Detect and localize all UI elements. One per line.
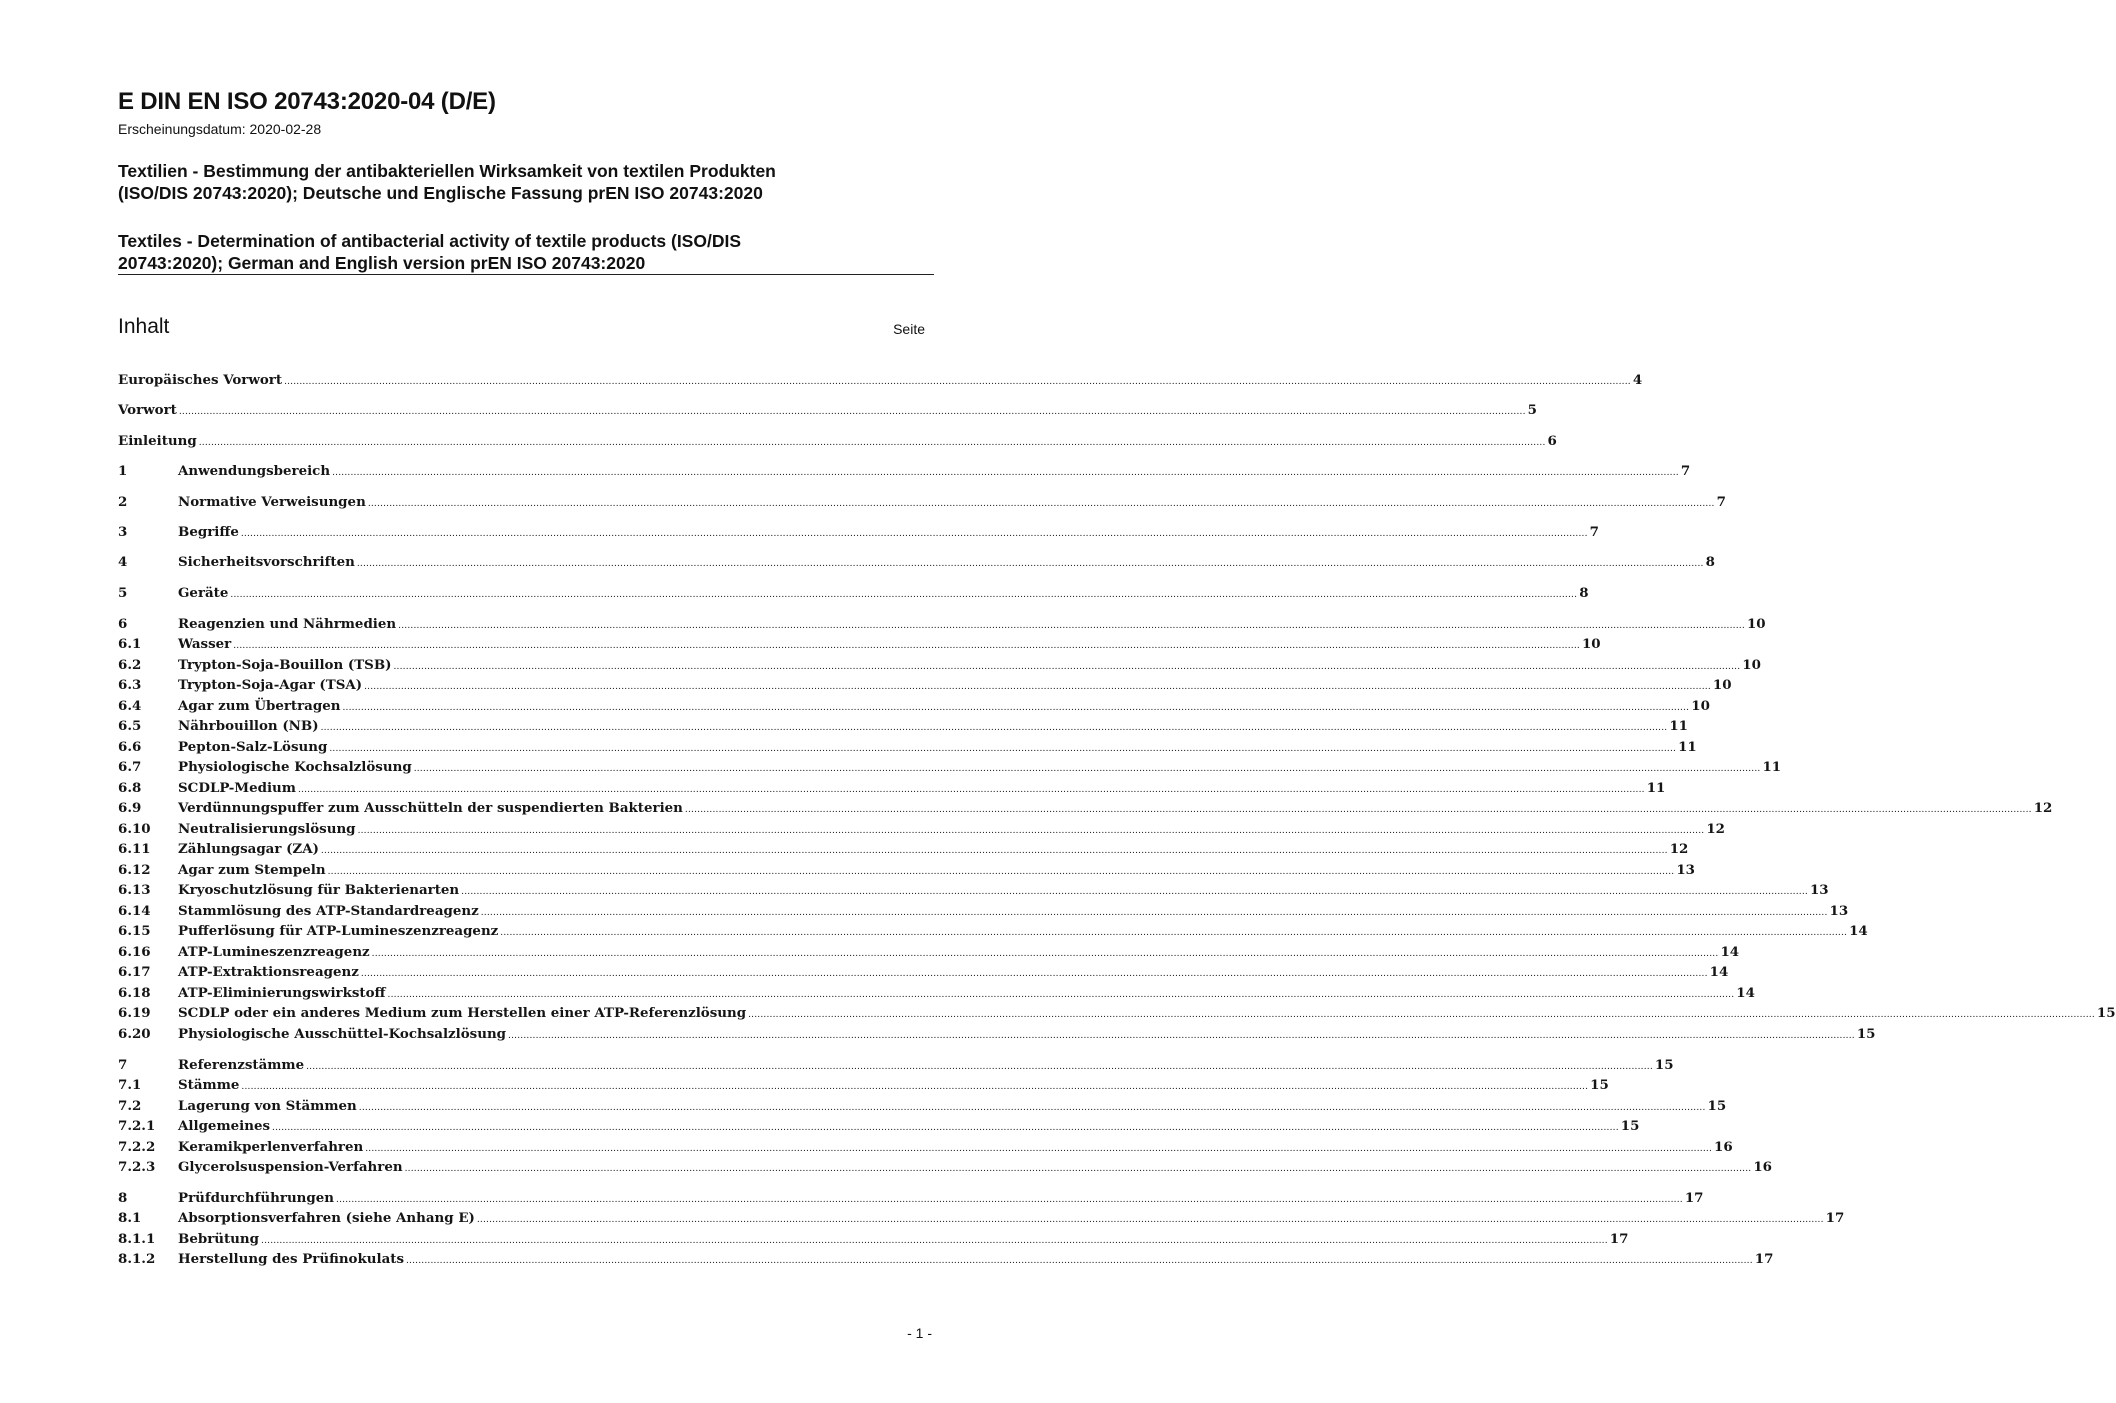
toc-entry-number: 6.1 [118, 636, 142, 652]
toc-entry-title: Neutralisierungslösung [178, 821, 356, 837]
toc-entry-title: Trypton-Soja-Bouillon (TSB) [178, 657, 392, 673]
toc-entry[interactable] [118, 1251, 1774, 1271]
toc-heading: Inhalt [118, 315, 170, 338]
toc-dot-leader [306, 1062, 1653, 1072]
toc-dot-leader [342, 703, 1689, 713]
toc-dot-leader [365, 1144, 1712, 1154]
toc-entry-page: 14 [1720, 944, 1740, 960]
toc-dot-leader [241, 529, 1588, 539]
toc-entry-page: 13 [1676, 862, 1695, 878]
toc-dot-leader [461, 887, 1808, 897]
toc-entry[interactable] [118, 1139, 1733, 1159]
toc-entry-number: 6.2 [118, 657, 142, 673]
toc-entry-page: 11 [1669, 718, 1688, 734]
toc-entry[interactable] [118, 524, 1599, 544]
toc-entry-title: ATP-Eliminierungswirkstoff [178, 985, 386, 1001]
toc-entry-title: Kryoschutzlösung für Bakterienarten [178, 882, 460, 898]
toc-entry-number: 6.14 [118, 903, 151, 919]
toc-dot-leader [261, 1236, 1608, 1246]
toc-entry-number: 2 [118, 494, 128, 510]
toc-entry-page: 7 [1589, 524, 1599, 540]
toc-entry-title: Pufferlösung für ATP-Lumineszenzreagenz [178, 923, 499, 939]
toc-entry-number: 6.15 [118, 923, 151, 939]
toc-entry-number: 5 [118, 585, 128, 601]
toc-entry[interactable] [118, 1231, 1629, 1251]
toc-entry[interactable] [118, 1026, 1876, 1046]
toc-entry-page: 17 [1825, 1210, 1845, 1226]
toc-entry[interactable] [118, 821, 1725, 841]
toc-page-column-label: Seite [893, 321, 925, 337]
toc-entry[interactable] [118, 402, 1537, 422]
toc-dot-leader [481, 908, 1828, 918]
toc-dot-leader [393, 662, 1740, 672]
toc-entry-title: Herstellung des Prüfinokulats [178, 1251, 404, 1267]
toc-entry[interactable] [118, 1057, 1674, 1077]
toc-entry-page: 14 [1709, 964, 1729, 980]
toc-entry-page: 15 [2096, 1005, 2116, 1021]
toc-entry-number: 8.1 [118, 1210, 142, 1226]
toc-entry-page: 17 [1609, 1231, 1629, 1247]
document-id: E DIN EN ISO 20743:2020-04 (D/E) [118, 88, 496, 115]
toc-entry-title: Anwendungsbereich [178, 463, 331, 479]
toc-entry-number: 6.6 [118, 739, 142, 755]
toc-entry-title: Allgemeines [178, 1118, 271, 1134]
toc-entry-title: Absorptionsverfahren (siehe Anhang E) [178, 1210, 475, 1226]
toc-entry[interactable] [118, 1159, 1772, 1179]
toc-entry-number: 6.3 [118, 677, 142, 693]
toc-entry-page: 7 [1716, 494, 1726, 510]
toc-entry-number: 6.20 [118, 1026, 151, 1042]
toc-entry-title: Trypton-Soja-Agar (TSA) [178, 677, 363, 693]
toc-entry-page: 8 [1579, 585, 1589, 601]
toc-entry-title: Keramikperlenverfahren [178, 1139, 364, 1155]
toc-entry-number: 6.4 [118, 698, 142, 714]
toc-dot-leader [359, 1103, 1706, 1113]
toc-dot-leader [748, 1010, 2095, 1020]
toc-entry-page: 11 [1678, 739, 1697, 755]
toc-entry[interactable] [118, 636, 1601, 656]
toc-entry-page: 6 [1547, 433, 1557, 449]
toc-dot-leader [321, 723, 1668, 733]
toc-dot-leader [332, 468, 1679, 478]
toc-entry[interactable] [118, 677, 1732, 697]
toc-entry-number: 6.19 [118, 1005, 151, 1021]
toc-dot-leader [414, 764, 1761, 774]
toc-dot-leader [284, 377, 1631, 387]
toc-entry-number: 7.1 [118, 1077, 142, 1093]
toc-entry-title: Agar zum Stempeln [178, 862, 326, 878]
toc-dot-leader [405, 1164, 1752, 1174]
toc-entry-number: 7.2.3 [118, 1159, 156, 1175]
toc-dot-leader [364, 682, 1711, 692]
toc-entry[interactable] [118, 1118, 1640, 1138]
toc-entry-number: 6.17 [118, 964, 151, 980]
toc-entry-page: 15 [1856, 1026, 1876, 1042]
toc-entry-number: 8.1.2 [118, 1251, 156, 1267]
toc-entry-number: 6.8 [118, 780, 142, 796]
toc-entry-title: Stammlösung des ATP-Standardreagenz [178, 903, 479, 919]
title-english-line: Textiles - Determination of antibacterial activity of textile products (ISO/DIS [118, 231, 742, 251]
toc-entry-number: 6.18 [118, 985, 151, 1001]
toc-entry[interactable] [118, 841, 1689, 861]
toc-dot-leader [685, 805, 2032, 815]
toc-entry-page: 15 [1707, 1098, 1727, 1114]
toc-entry-title: Begriffe [178, 524, 239, 540]
toc-entry-number: 6.11 [118, 841, 151, 857]
toc-entry-page: 13 [1809, 882, 1829, 898]
toc-entry-page: 4 [1632, 372, 1643, 388]
toc-dot-leader [179, 407, 1526, 417]
toc-entry-page: 16 [1753, 1159, 1772, 1175]
toc-dot-leader [361, 969, 1708, 979]
toc-dot-leader [328, 867, 1675, 877]
toc-entry[interactable] [118, 759, 1782, 779]
toc-dot-leader [329, 744, 1676, 754]
toc-entry-page: 10 [1746, 616, 1766, 632]
toc-entry-title: Physiologische Ausschüttel-Kochsalzlösung [178, 1026, 507, 1042]
toc-dot-leader [272, 1123, 1619, 1133]
toc-entry-page: 12 [2033, 800, 2053, 816]
toc-entry-number: 6.9 [118, 800, 142, 816]
toc-entry-title: SCDLP oder ein anderes Medium zum Herstellen einer ATP-Referenzlösung [178, 1005, 747, 1021]
toc-entry-number: 1 [118, 463, 128, 479]
toc-dot-leader [368, 499, 1715, 509]
toc-entry-title: Referenzstämme [178, 1057, 305, 1073]
toc-entry-number: 8 [118, 1190, 128, 1206]
toc-entry-title: Lagerung von Stämmen [178, 1098, 357, 1114]
toc-dot-leader [358, 826, 1705, 836]
toc-entry[interactable] [118, 964, 1729, 984]
toc-dot-leader [336, 1195, 1683, 1205]
toc-entry[interactable] [118, 1098, 1727, 1118]
toc-entry-number: 3 [118, 524, 128, 540]
toc-entry-title: SCDLP-Medium [178, 780, 296, 796]
toc-entry[interactable] [118, 780, 1666, 800]
toc-dot-leader [398, 621, 1745, 631]
toc-dot-leader [508, 1031, 1855, 1041]
toc-entry-number: 6 [118, 616, 128, 632]
toc-entry-title: Physiologische Kochsalzlösung [178, 759, 412, 775]
toc-dot-leader [500, 928, 1847, 938]
toc-entry-page: 11 [1646, 780, 1666, 796]
toc-entry[interactable] [118, 1210, 1845, 1230]
toc-entry[interactable] [118, 862, 1695, 882]
toc-entry[interactable] [118, 739, 1697, 759]
toc-entry-title: Vorwort [118, 402, 177, 418]
toc-entry-page: 12 [1706, 821, 1725, 837]
toc-entry-title: Zählungsagar (ZA) [178, 841, 319, 857]
toc-entry-title: Reagenzien und Nährmedien [178, 616, 397, 632]
toc-entry-page: 14 [1736, 985, 1755, 1001]
toc-entry-page: 15 [1620, 1118, 1640, 1134]
toc-entry[interactable] [118, 923, 1868, 943]
toc-entry-number: 4 [118, 554, 128, 570]
toc-entry[interactable] [118, 1190, 1704, 1210]
toc-entry-title: Agar zum Übertragen [178, 698, 341, 714]
toc-entry[interactable] [118, 494, 1726, 514]
toc-entry[interactable] [118, 372, 1643, 392]
toc-dot-leader [321, 846, 1668, 856]
toc-entry-title: Wasser [178, 636, 232, 652]
toc-entry-number: 7.2 [118, 1098, 142, 1114]
toc-entry-page: 12 [1669, 841, 1689, 857]
toc-entry[interactable] [118, 1005, 2116, 1025]
toc-entry-number: 7.2.1 [118, 1118, 156, 1134]
toc-entry[interactable] [118, 985, 1755, 1005]
table-of-contents [118, 0, 2116, 1403]
toc-dot-leader [357, 559, 1704, 569]
toc-dot-leader [298, 785, 1645, 795]
toc-entry-number: 6.13 [118, 882, 151, 898]
toc-entry-page: 11 [1762, 759, 1782, 775]
toc-entry-title: Einleitung [118, 433, 197, 449]
toc-entry-page: 15 [1654, 1057, 1674, 1073]
toc-entry-title: Bebrütung [178, 1231, 260, 1247]
toc-entry[interactable] [118, 944, 1740, 964]
toc-entry-page: 10 [1712, 677, 1732, 693]
toc-entry-page: 17 [1684, 1190, 1704, 1206]
toc-dot-leader [372, 949, 1719, 959]
toc-entry[interactable] [118, 433, 1557, 453]
toc-entry-page: 10 [1742, 657, 1761, 673]
toc-entry-number: 7 [118, 1057, 128, 1073]
toc-entry[interactable] [118, 657, 1761, 677]
toc-entry[interactable] [118, 554, 1715, 574]
title-german-line: Textilien - Bestimmung der antibakteriellen Wirksamkeit von textilen Produkten [118, 161, 776, 181]
toc-dot-leader [230, 590, 1577, 600]
toc-entry-number: 6.16 [118, 944, 151, 960]
toc-entry-title: Normative Verweisungen [178, 494, 366, 510]
toc-entry[interactable] [118, 903, 1849, 923]
toc-entry-page: 15 [1590, 1077, 1609, 1093]
toc-dot-leader [388, 990, 1735, 1000]
title-english-line: 20743:2020); German and English version prEN ISO 20743:2020 [118, 253, 646, 273]
toc-entry[interactable] [118, 463, 1691, 483]
toc-entry-title: Sicherheitsvorschriften [178, 554, 355, 570]
toc-entry-title: ATP-Lumineszenzreagenz [178, 944, 370, 960]
toc-entry[interactable] [118, 1077, 1609, 1097]
toc-entry-number: 6.7 [118, 759, 142, 775]
toc-entry-number: 6.5 [118, 718, 142, 734]
toc-entry-title: Stämme [178, 1077, 240, 1093]
toc-entry[interactable] [118, 616, 1766, 636]
toc-entry-title: ATP-Extraktionsreagenz [178, 964, 359, 980]
toc-entry-page: 14 [1849, 923, 1868, 939]
toc-entry-title: Geräte [178, 585, 229, 601]
toc-entry-title: Glycerolsuspension-Verfahren [178, 1159, 403, 1175]
toc-dot-leader [241, 1082, 1588, 1092]
toc-entry-title: Verdünnungspuffer zum Ausschütteln der suspendierten Bakterien [178, 800, 683, 816]
toc-entry-page: 16 [1714, 1139, 1733, 1155]
toc-entry-number: 6.10 [118, 821, 151, 837]
toc-entry-number: 7.2.2 [118, 1139, 156, 1155]
toc-dot-leader [406, 1256, 1753, 1266]
toc-entry-page: 8 [1705, 554, 1715, 570]
toc-entry[interactable] [118, 698, 1710, 718]
title-german-line: (ISO/DIS 20743:2020); Deutsche und Englische Fassung prEN ISO 20743:2020 [118, 183, 763, 203]
toc-entry-title: Prüfdurchführungen [178, 1190, 335, 1206]
toc-dot-leader [477, 1215, 1824, 1225]
toc-entry-title: Nährbouillon (NB) [178, 718, 319, 734]
publication-date: Erscheinungsdatum: 2020-02-28 [118, 121, 322, 137]
toc-entry-title: Pepton-Salz-Lösung [178, 739, 328, 755]
toc-entry-page: 17 [1754, 1251, 1774, 1267]
toc-dot-leader [233, 641, 1580, 651]
toc-entry-page: 10 [1691, 698, 1710, 714]
toc-entry-title: Europäisches Vorwort [118, 372, 283, 388]
toc-entry[interactable] [118, 800, 2053, 820]
toc-entry[interactable] [118, 585, 1589, 605]
toc-entry-page: 10 [1581, 636, 1601, 652]
page-number: - 1 - [907, 1325, 932, 1341]
toc-entry-number: 6.12 [118, 862, 151, 878]
toc-dot-leader [199, 438, 1546, 448]
toc-entry-number: 8.1.1 [118, 1231, 156, 1247]
toc-entry-page: 5 [1527, 402, 1537, 418]
toc-entry-page: 7 [1680, 463, 1691, 479]
toc-entry[interactable] [118, 882, 1829, 902]
toc-entry-page: 13 [1829, 903, 1849, 919]
toc-entry[interactable] [118, 718, 1688, 738]
